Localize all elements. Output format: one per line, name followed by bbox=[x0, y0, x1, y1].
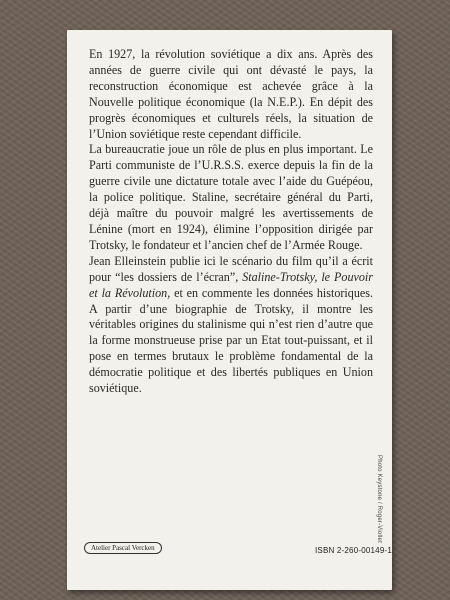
book-back-cover bbox=[67, 30, 392, 590]
publisher-logo: Atelier Pascal Vercken bbox=[84, 542, 162, 554]
photo-credit: Photo Keystone / Roger-Viollet bbox=[376, 455, 382, 543]
blurb-paragraph-1: En 1927, la révolution soviétique a dix ans. Après des années de guerre civile qui ont dévasté le pays, la reconstruction économique est achevée grâce à la Nouvelle politique économique (la N.E.P.). En dépit des progrès économiques et culturels réels, la situation de l’Union soviétique reste cependant difficile. bbox=[89, 47, 373, 141]
blurb-paragraph-2: La bureaucratie joue un rôle de plus en plus important. Le Parti communiste de l’U.R.S.S. exerce depuis la fin de la guerre civile une dictature totale avec l’aide du Guépéou, la police politique. Staline, secrétaire général du Parti, déjà maître du pouvoir malgré les avertissements de Lénine (mort en 1924), élimine l’opposition dirigée par Trotsky, le fondateur et l’ancien chef de l’Armée Rouge. bbox=[89, 142, 373, 252]
paragraph-3-text-after: et en commente les données historiques. A partir d’une biographie de Trotsky, il montre les véritables origines du stalinisme qui n’est rien d’autre que la forme monstrueuse prise par un Etat tout-puissant, et il pose en termes brutaux le problème fondamental de la démocratie politique et des libertés publiques en Union soviétique. bbox=[89, 285, 373, 396]
paragraph-3-text-before: Jean Elleinstein publie ici le scénario du film qu’il a écrit pour “les dossiers de l’écran”, bbox=[89, 253, 373, 284]
back-cover-blurb bbox=[89, 47, 373, 397]
isbn-number: ISBN 2-260-00149-1 bbox=[315, 546, 392, 555]
film-title: Staline-Trotsky, le Pouvoir et la Révolution, bbox=[89, 269, 373, 300]
blurb-paragraph-3 bbox=[89, 254, 373, 397]
